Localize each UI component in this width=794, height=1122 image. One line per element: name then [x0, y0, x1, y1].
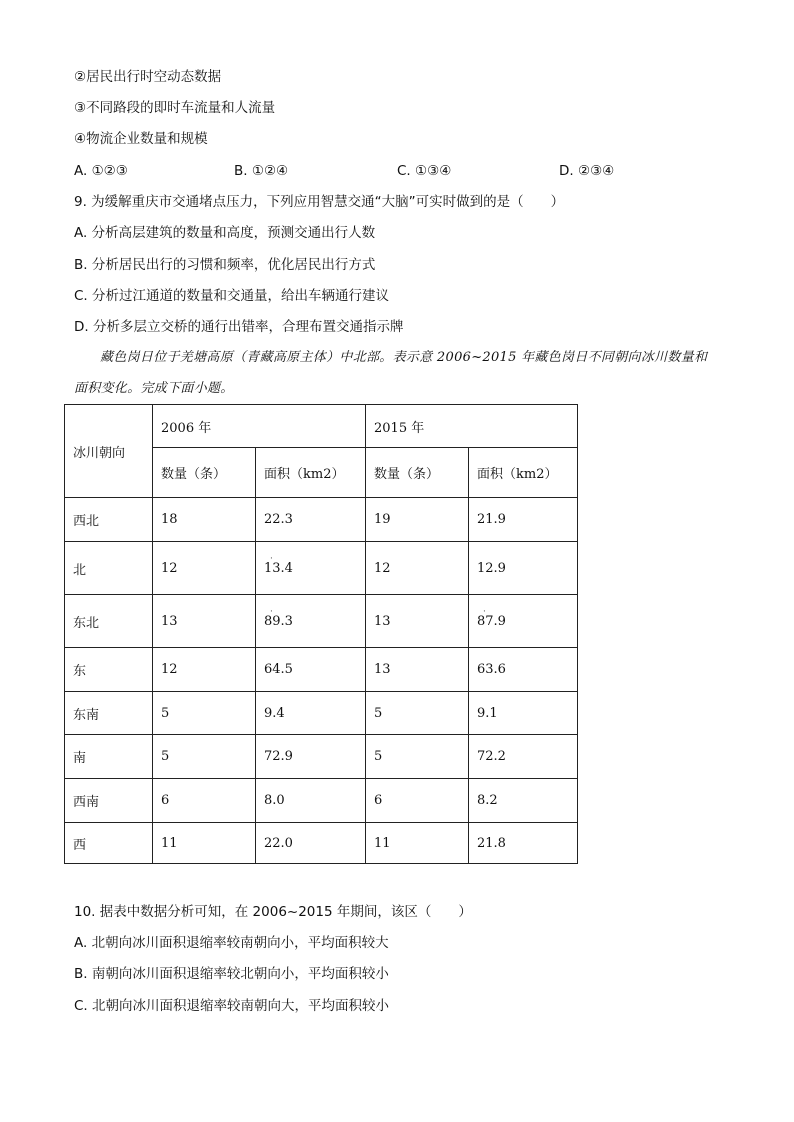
cell-area-2015: 63.6 [469, 648, 578, 692]
intro-line-1: 藏色岗日位于羌塘高原（青藏高原主体）中北部。表示意 2006~2015 年藏色岗日不同朝向冰川数量和 [100, 350, 708, 365]
header-year-2015: 2015 年 [366, 405, 578, 448]
cell-count-2015: 13 [366, 595, 469, 648]
table-row [65, 498, 578, 542]
cell-area-2015: 21.9 [469, 498, 578, 542]
q9-option-b[interactable]: B. 分析居民出行的习惯和频率，优化居民出行方式 [74, 257, 376, 273]
cell-count-2015: 12 [366, 542, 469, 595]
cell-count-2006: 12 [153, 648, 256, 692]
table-row [65, 692, 578, 735]
cell-count-2015: 19 [366, 498, 469, 542]
cell-area-2015: 21.8 [469, 823, 578, 864]
cell-area-2015: 9.1 [469, 692, 578, 735]
cell-area-2006: 72.9 [256, 735, 366, 779]
cell-area-2006: 64.5 [256, 648, 366, 692]
header-count-2015: 数量（条） [366, 448, 469, 498]
table-row [65, 735, 578, 779]
cell-count-2015: 5 [366, 692, 469, 735]
q10-option-b[interactable]: B. 南朝向冰川面积退缩率较北朝向小，平均面积较小 [74, 966, 389, 982]
option-a[interactable]: A. ①②③ [74, 163, 128, 179]
cell-area-2006: 13.4 · [256, 542, 366, 595]
table-row [65, 823, 578, 864]
q9-option-c[interactable]: C. 分析过江通道的数量和交通量，给出车辆通行建议 [74, 288, 390, 304]
cell-direction: 南 [65, 735, 153, 779]
cell-count-2006: 5 [153, 692, 256, 735]
cell-count-2006: 18 [153, 498, 256, 542]
cell-direction: 西 [65, 823, 153, 864]
q9-option-a[interactable]: A. 分析高层建筑的数量和高度，预测交通出行人数 [74, 225, 376, 241]
table-row [65, 779, 578, 823]
header-year-2006: 2006 年 [153, 405, 366, 448]
table-row [65, 542, 578, 595]
cell-area-2006: 9.4 [256, 692, 366, 735]
cell-direction: 西南 [65, 779, 153, 823]
header-direction: 冰川朝向 [65, 405, 153, 498]
q10-option-a[interactable]: A. 北朝向冰川面积退缩率较南朝向小，平均面积较大 [74, 935, 389, 951]
header-area-2015: 面积（km2） [469, 448, 578, 498]
cell-area-2015: 72.2 [469, 735, 578, 779]
cell-count-2006: 12 [153, 542, 256, 595]
header-count-2006: 数量（条） [153, 448, 256, 498]
header-area-2006: 面积（km2） [256, 448, 366, 498]
cell-count-2006: 11 [153, 823, 256, 864]
cell-direction: 北 [65, 542, 153, 595]
table-header-row [65, 405, 578, 448]
q10-option-c[interactable]: C. 北朝向冰川面积退缩率较南朝向大，平均面积较小 [74, 998, 390, 1014]
item-2: ②居民出行时空动态数据 [74, 69, 222, 85]
cell-area-2015: 12.9 [469, 542, 578, 595]
cell-direction: 东 [65, 648, 153, 692]
item-4: ④物流企业数量和规模 [74, 131, 208, 147]
cell-direction: 西北 [65, 498, 153, 542]
q9-option-d[interactable]: D. 分析多层立交桥的通行出错率，合理布置交通指示牌 [74, 319, 404, 335]
question-9-stem: 9. 为缓解重庆市交通堵点压力，下列应用智慧交通“大脑”可实时做到的是（ ） [74, 194, 565, 210]
intro-line-2: 面积变化。完成下面小题。 [74, 381, 234, 396]
glacier-table [64, 404, 578, 864]
cell-count-2015: 11 [366, 823, 469, 864]
cell-count-2015: 6 [366, 779, 469, 823]
cell-area-2006: 8.0 [256, 779, 366, 823]
cell-direction: 东南 [65, 692, 153, 735]
item-3: ③不同路段的即时车流量和人流量 [74, 100, 276, 116]
cell-area-2006: 22.3 [256, 498, 366, 542]
cell-area-2015: 8.2 [469, 779, 578, 823]
option-c[interactable]: C. ①③④ [397, 163, 452, 179]
option-b[interactable]: B. ①②④ [234, 163, 289, 179]
cell-count-2006: 5 [153, 735, 256, 779]
cell-area-2006: 22.0 [256, 823, 366, 864]
table-row [65, 648, 578, 692]
cell-count-2006: 13 [153, 595, 256, 648]
cell-area-2015: 87.9 · [469, 595, 578, 648]
cell-count-2006: 6 [153, 779, 256, 823]
question-10-stem: 10. 据表中数据分析可知，在 2006~2015 年期间，该区（ ） [74, 904, 472, 920]
cell-direction: 东北 [65, 595, 153, 648]
cell-count-2015: 13 [366, 648, 469, 692]
cell-count-2015: 5 [366, 735, 469, 779]
option-d[interactable]: D. ②③④ [559, 163, 615, 179]
table-row [65, 595, 578, 648]
cell-area-2006: 89.3 · [256, 595, 366, 648]
